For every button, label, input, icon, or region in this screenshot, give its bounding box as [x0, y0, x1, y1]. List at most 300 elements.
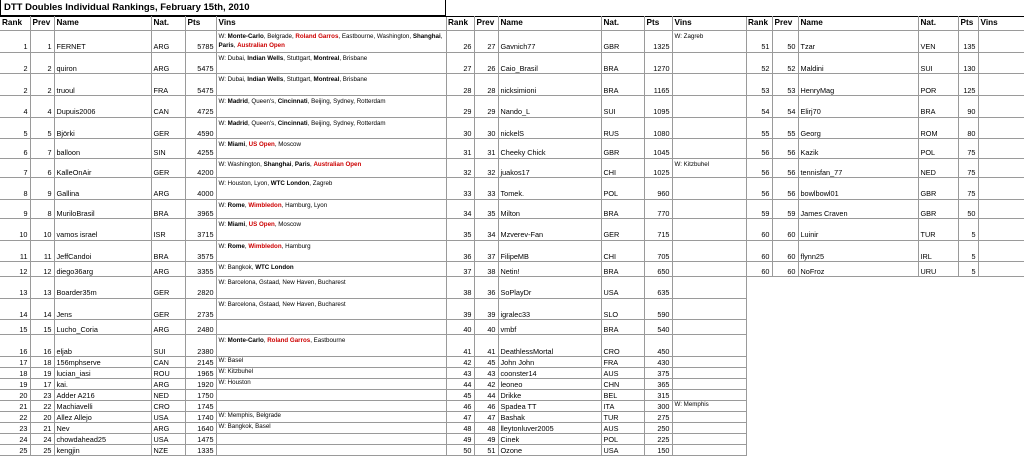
nat-cell: BRA: [151, 199, 185, 218]
pts-cell: 135: [958, 31, 978, 53]
nat-cell: USA: [151, 433, 185, 444]
table-row: [446, 411, 746, 422]
masters-title: Montreal: [313, 76, 340, 84]
pts-cell: 1025: [644, 158, 672, 177]
header-nat: Nat.: [918, 17, 958, 31]
table-row: [446, 277, 746, 299]
grand-slam-title: Wimbledon: [248, 201, 282, 209]
name-cell: quiron: [54, 52, 151, 74]
rank-cell: 14: [0, 298, 30, 320]
rank-cell: 43: [446, 367, 474, 378]
name-cell: JeffCandoi: [54, 240, 151, 262]
nat-cell: ARG: [151, 31, 185, 53]
tournament-text: , Brisbane: [339, 76, 368, 84]
tournament-text: W: Houston, Lyon,: [218, 180, 271, 188]
table-row: [746, 178, 1024, 200]
prev-cell: 1: [30, 31, 54, 53]
rank-cell: 52: [746, 52, 772, 74]
pts-cell: 4000: [185, 178, 216, 200]
pts-cell: 2735: [185, 298, 216, 320]
vins-cell: [672, 199, 746, 218]
name-cell: chowdahead25: [54, 433, 151, 444]
pts-cell: 715: [644, 219, 672, 241]
nat-cell: GER: [151, 277, 185, 299]
prev-cell: 9: [30, 178, 54, 200]
pts-cell: 50: [958, 199, 978, 218]
rank-cell: 28: [446, 74, 474, 96]
rank-cell: 38: [446, 277, 474, 299]
tournament-text: W:: [218, 33, 228, 40]
masters-title: Cincinnati: [277, 119, 308, 127]
nat-cell: CRO: [601, 335, 644, 357]
vins-cell: [672, 178, 746, 200]
name-cell: igralec33: [498, 298, 601, 320]
pts-cell: 960: [644, 178, 672, 200]
prev-cell: 48: [474, 422, 498, 433]
rank-cell: 33: [446, 178, 474, 200]
masters-title: Monte-Carlo: [227, 33, 264, 40]
vins-cell: [978, 139, 1024, 158]
vins-cell: [672, 219, 746, 241]
name-cell: Kazik: [798, 139, 918, 158]
rank-cell: 50: [446, 444, 474, 455]
nat-cell: USA: [601, 277, 644, 299]
vins-cell: [216, 178, 446, 200]
prev-cell: 37: [474, 240, 498, 262]
prev-cell: 8: [30, 199, 54, 218]
name-cell: juakos17: [498, 158, 601, 177]
rank-cell: 34: [446, 199, 474, 218]
header-nat: Nat.: [601, 17, 644, 31]
rank-cell: 60: [746, 262, 772, 277]
vins-cell: [978, 74, 1024, 96]
pts-cell: 75: [958, 158, 978, 177]
vins-cell: [672, 96, 746, 118]
table-row: [0, 199, 446, 218]
rank-cell: 11: [0, 240, 30, 262]
prev-cell: 7: [30, 139, 54, 158]
name-cell: Adder A216: [54, 389, 151, 400]
grand-slam-title: Australian Open: [313, 160, 362, 168]
tournament-text: W:: [218, 98, 228, 106]
table-row: [446, 444, 746, 455]
pts-cell: 365: [644, 378, 672, 389]
nat-cell: IRL: [918, 240, 958, 262]
tournament-text: , Queen's,: [247, 119, 278, 127]
name-cell: truoul: [54, 74, 151, 96]
name-cell: nickelS: [498, 117, 601, 139]
name-cell: Drikke: [498, 389, 601, 400]
rank-cell: 10: [0, 219, 30, 241]
tournament-text: ,: [291, 160, 295, 168]
tournament-text: W:: [218, 221, 228, 229]
tournament-text: W: Houston: [218, 378, 251, 386]
nat-cell: CHN: [601, 378, 644, 389]
vins-cell: [216, 367, 446, 378]
rank-cell: 1: [0, 31, 30, 53]
name-cell: Spadea TT: [498, 400, 601, 411]
nat-cell: URU: [918, 262, 958, 277]
vins-cell: [672, 444, 746, 455]
pts-cell: 5785: [185, 31, 216, 53]
rank-cell: 17: [0, 356, 30, 367]
table-row: [0, 74, 446, 96]
rank-cell: 39: [446, 298, 474, 320]
table-row: [0, 378, 446, 389]
rank-cell: 13: [0, 277, 30, 299]
prev-cell: 43: [474, 367, 498, 378]
header-pts: Pts: [644, 17, 672, 31]
masters-title: Cincinnati: [277, 98, 308, 106]
table-row: [0, 400, 446, 411]
rank-cell: 24: [0, 433, 30, 444]
vins-cell: [978, 117, 1024, 139]
grand-slam-title: Wimbledon: [248, 242, 282, 250]
name-cell: Georg: [798, 117, 918, 139]
rank-cell: 44: [446, 378, 474, 389]
name-cell: kai.: [54, 378, 151, 389]
prev-cell: 14: [30, 298, 54, 320]
vins-cell: [216, 320, 446, 335]
name-cell: Tomek.: [498, 178, 601, 200]
header-rank: Rank: [0, 17, 30, 31]
vins-cell: [672, 320, 746, 335]
table-row: [746, 158, 1024, 177]
rank-cell: 51: [746, 31, 772, 53]
name-cell: Nando_L: [498, 96, 601, 118]
rank-cell: 6: [0, 139, 30, 158]
tournament-text: ,: [245, 221, 249, 229]
pts-cell: 705: [644, 240, 672, 262]
header-pts: Pts: [185, 17, 216, 31]
prev-cell: 51: [474, 444, 498, 455]
prev-cell: 4: [30, 96, 54, 118]
nat-cell: BRA: [151, 240, 185, 262]
name-cell: Allez Allejo: [54, 411, 151, 422]
rank-cell: 16: [0, 335, 30, 357]
table-row: [0, 356, 446, 367]
nat-cell: SUI: [918, 52, 958, 74]
tournament-text: W:: [218, 337, 228, 345]
rank-cell: 23: [0, 422, 30, 433]
rank-cell: 56: [746, 178, 772, 200]
prev-cell: 50: [772, 31, 798, 53]
vins-cell: [216, 277, 446, 299]
pts-cell: 4255: [185, 139, 216, 158]
name-cell: coonster14: [498, 367, 601, 378]
prev-cell: 19: [30, 367, 54, 378]
prev-cell: 41: [474, 335, 498, 357]
nat-cell: ROM: [918, 117, 958, 139]
table-row: [0, 117, 446, 139]
prev-cell: 5: [30, 117, 54, 139]
table-row: [746, 262, 1024, 277]
vins-cell: [672, 433, 746, 444]
name-cell: Bashak: [498, 411, 601, 422]
rank-cell: 20: [0, 389, 30, 400]
header-vins: Vins: [216, 17, 446, 31]
nat-cell: GER: [151, 117, 185, 139]
rankings-table-1: [0, 16, 447, 456]
prev-cell: 31: [474, 139, 498, 158]
masters-title: Madrid: [227, 119, 248, 127]
pts-cell: 250: [644, 422, 672, 433]
nat-cell: GER: [151, 158, 185, 177]
nat-cell: ARG: [151, 178, 185, 200]
tournament-text: , Beijing, Sydney, Rotterdam: [307, 98, 386, 106]
vins-cell: [216, 389, 446, 400]
header-vins: Vins: [672, 17, 746, 31]
table-row: [446, 298, 746, 320]
tournament-text: W: Barcelona, Gstaad, New Haven, Bucharest: [218, 300, 346, 308]
vins-cell: [978, 262, 1024, 277]
table-row: [746, 74, 1024, 96]
prev-cell: 56: [772, 178, 798, 200]
vins-cell: W: Zagreb: [672, 31, 746, 53]
vins-cell: [216, 378, 446, 389]
grand-slam-title: US Open: [248, 221, 275, 229]
prev-cell: 30: [474, 117, 498, 139]
vins-cell: [672, 411, 746, 422]
table-row: [446, 356, 746, 367]
nat-cell: GBR: [601, 31, 644, 53]
vins-cell: [978, 178, 1024, 200]
name-cell: leoneo: [498, 378, 601, 389]
header-pts: Pts: [958, 17, 978, 31]
vins-cell: [978, 52, 1024, 74]
nat-cell: GBR: [918, 199, 958, 218]
table-row: [746, 139, 1024, 158]
vins-cell: [216, 335, 446, 357]
table-row: [446, 389, 746, 400]
prev-cell: 59: [772, 199, 798, 218]
rank-cell: 40: [446, 320, 474, 335]
name-cell: FilipeMB: [498, 240, 601, 262]
rank-cell: 29: [446, 96, 474, 118]
name-cell: bowlbowl01: [798, 178, 918, 200]
grand-slam-title: Australian Open: [237, 42, 285, 49]
pts-cell: 1965: [185, 367, 216, 378]
nat-cell: POL: [918, 139, 958, 158]
table-row: [746, 199, 1024, 218]
prev-cell: 6: [30, 158, 54, 177]
rank-cell: 37: [446, 262, 474, 277]
tournament-text: W: Barcelona, Gstaad, New Haven, Bucharest: [218, 279, 346, 287]
table-row: [446, 178, 746, 200]
vins-cell: [216, 74, 446, 96]
nat-cell: ARG: [151, 320, 185, 335]
name-cell: Gavnich77: [498, 31, 601, 53]
prev-cell: 44: [474, 389, 498, 400]
prev-cell: 60: [772, 262, 798, 277]
prev-cell: 35: [474, 199, 498, 218]
name-cell: lucian_iasi: [54, 367, 151, 378]
nat-cell: ISR: [151, 219, 185, 241]
nat-cell: CRO: [151, 400, 185, 411]
table-row: [446, 367, 746, 378]
table-row: [446, 240, 746, 262]
vins-cell: [672, 389, 746, 400]
vins-cell: [216, 219, 446, 241]
tournament-text: W: Bangkok, Basel: [218, 422, 271, 430]
nat-cell: RUS: [601, 117, 644, 139]
nat-cell: ARG: [151, 262, 185, 277]
prev-cell: 28: [474, 74, 498, 96]
nat-cell: SUI: [601, 96, 644, 118]
table-row: [446, 158, 746, 177]
tournament-text: , Hamburg, Lyon: [281, 201, 328, 209]
vins-cell: [978, 240, 1024, 262]
tournament-text: W: Washington,: [218, 160, 264, 168]
nat-cell: ARG: [151, 422, 185, 433]
nat-cell: AUS: [601, 367, 644, 378]
pts-cell: 1750: [185, 389, 216, 400]
nat-cell: CAN: [151, 356, 185, 367]
vins-cell: [672, 335, 746, 357]
prev-cell: 33: [474, 178, 498, 200]
vins-cell: [672, 240, 746, 262]
prev-cell: 2: [30, 52, 54, 74]
vins-cell: [216, 444, 446, 455]
prev-cell: 55: [772, 117, 798, 139]
rank-cell: 15: [0, 320, 30, 335]
table-row: [446, 117, 746, 139]
table-row: [0, 389, 446, 400]
tournament-text: W: Kitzbuhel: [218, 367, 254, 375]
name-cell: SoPlayDr: [498, 277, 601, 299]
nat-cell: BRA: [601, 52, 644, 74]
rank-cell: 2: [0, 52, 30, 74]
rank-cell: 59: [746, 199, 772, 218]
name-cell: Jens: [54, 298, 151, 320]
vins-cell: [216, 199, 446, 218]
masters-title: Miami: [227, 221, 246, 229]
pts-cell: 1095: [644, 96, 672, 118]
pts-cell: 770: [644, 199, 672, 218]
rank-cell: 5: [0, 117, 30, 139]
prev-cell: 21: [30, 422, 54, 433]
rankings-table-3: [746, 16, 1024, 277]
prev-cell: 27: [474, 31, 498, 53]
masters-title: Montreal: [313, 54, 340, 62]
pts-cell: 450: [644, 335, 672, 357]
table-row: [446, 139, 746, 158]
tournament-text: , Zagreb: [309, 180, 333, 188]
vins-cell: [216, 52, 446, 74]
tournament-text: ,: [233, 42, 238, 49]
pts-cell: 5: [958, 262, 978, 277]
nat-cell: GBR: [918, 178, 958, 200]
rank-cell: 60: [746, 219, 772, 241]
rank-cell: 26: [446, 31, 474, 53]
rank-cell: 4: [0, 96, 30, 118]
name-cell: kengjin: [54, 444, 151, 455]
pts-cell: 4200: [185, 158, 216, 177]
masters-title: Rome: [227, 201, 245, 209]
nat-cell: ITA: [601, 400, 644, 411]
nat-cell: GER: [601, 219, 644, 241]
nat-cell: NZE: [151, 444, 185, 455]
rank-cell: 60: [746, 240, 772, 262]
nat-cell: NED: [918, 158, 958, 177]
table-row: [0, 240, 446, 262]
name-cell: Luinir: [798, 219, 918, 241]
vins-cell: [216, 31, 446, 53]
rank-cell: 2: [0, 74, 30, 96]
nat-cell: SUI: [151, 335, 185, 357]
nat-cell: CHI: [601, 240, 644, 262]
name-cell: Lucho_Coria: [54, 320, 151, 335]
name-cell: Cheeky Chick: [498, 139, 601, 158]
nat-cell: ARG: [151, 378, 185, 389]
rank-cell: 53: [746, 74, 772, 96]
masters-title: Indian Wells: [247, 54, 284, 62]
table-row: [0, 367, 446, 378]
table-row: [0, 433, 446, 444]
pts-cell: 5: [958, 240, 978, 262]
pts-cell: 75: [958, 139, 978, 158]
nat-cell: FRA: [151, 74, 185, 96]
vins-cell: [672, 356, 746, 367]
name-cell: eljab: [54, 335, 151, 357]
pts-cell: 5475: [185, 74, 216, 96]
table-row: [746, 240, 1024, 262]
name-cell: lleytonluver2005: [498, 422, 601, 433]
rank-cell: 35: [446, 219, 474, 241]
masters-title: Indian Wells: [247, 76, 284, 84]
name-cell: NoFroz: [798, 262, 918, 277]
name-cell: nicksimioni: [498, 74, 601, 96]
table-row: [0, 411, 446, 422]
prev-cell: 39: [474, 298, 498, 320]
tournament-text: ,: [244, 242, 249, 250]
pts-cell: 300: [644, 400, 672, 411]
pts-cell: 315: [644, 389, 672, 400]
rank-cell: 56: [746, 158, 772, 177]
table-row: [446, 320, 746, 335]
grand-slam-title: US Open: [248, 141, 275, 149]
nat-cell: ARG: [151, 52, 185, 74]
prev-cell: 52: [772, 52, 798, 74]
table-row: [746, 52, 1024, 74]
name-cell: balloon: [54, 139, 151, 158]
pts-cell: 590: [644, 298, 672, 320]
vins-cell: [216, 433, 446, 444]
header-vins: Vins: [978, 17, 1024, 31]
prev-cell: 13: [30, 277, 54, 299]
tournament-text: W: Dubai,: [218, 54, 248, 62]
rank-cell: 36: [446, 240, 474, 262]
name-cell: diego36arg: [54, 262, 151, 277]
table-row: [446, 31, 746, 53]
vins-cell: [216, 262, 446, 277]
vins-cell: [978, 158, 1024, 177]
pts-cell: 2480: [185, 320, 216, 335]
name-cell: Nev: [54, 422, 151, 433]
header-nat: Nat.: [151, 17, 185, 31]
vins-cell: [672, 117, 746, 139]
pts-cell: 375: [644, 367, 672, 378]
vins-cell: W: Memphis: [672, 400, 746, 411]
nat-cell: POR: [918, 74, 958, 96]
pts-cell: 635: [644, 277, 672, 299]
name-cell: 156mphserve: [54, 356, 151, 367]
vins-cell: [672, 378, 746, 389]
nat-cell: AUS: [601, 422, 644, 433]
name-cell: Björki: [54, 117, 151, 139]
prev-cell: 54: [772, 96, 798, 118]
table-row: [0, 31, 446, 53]
